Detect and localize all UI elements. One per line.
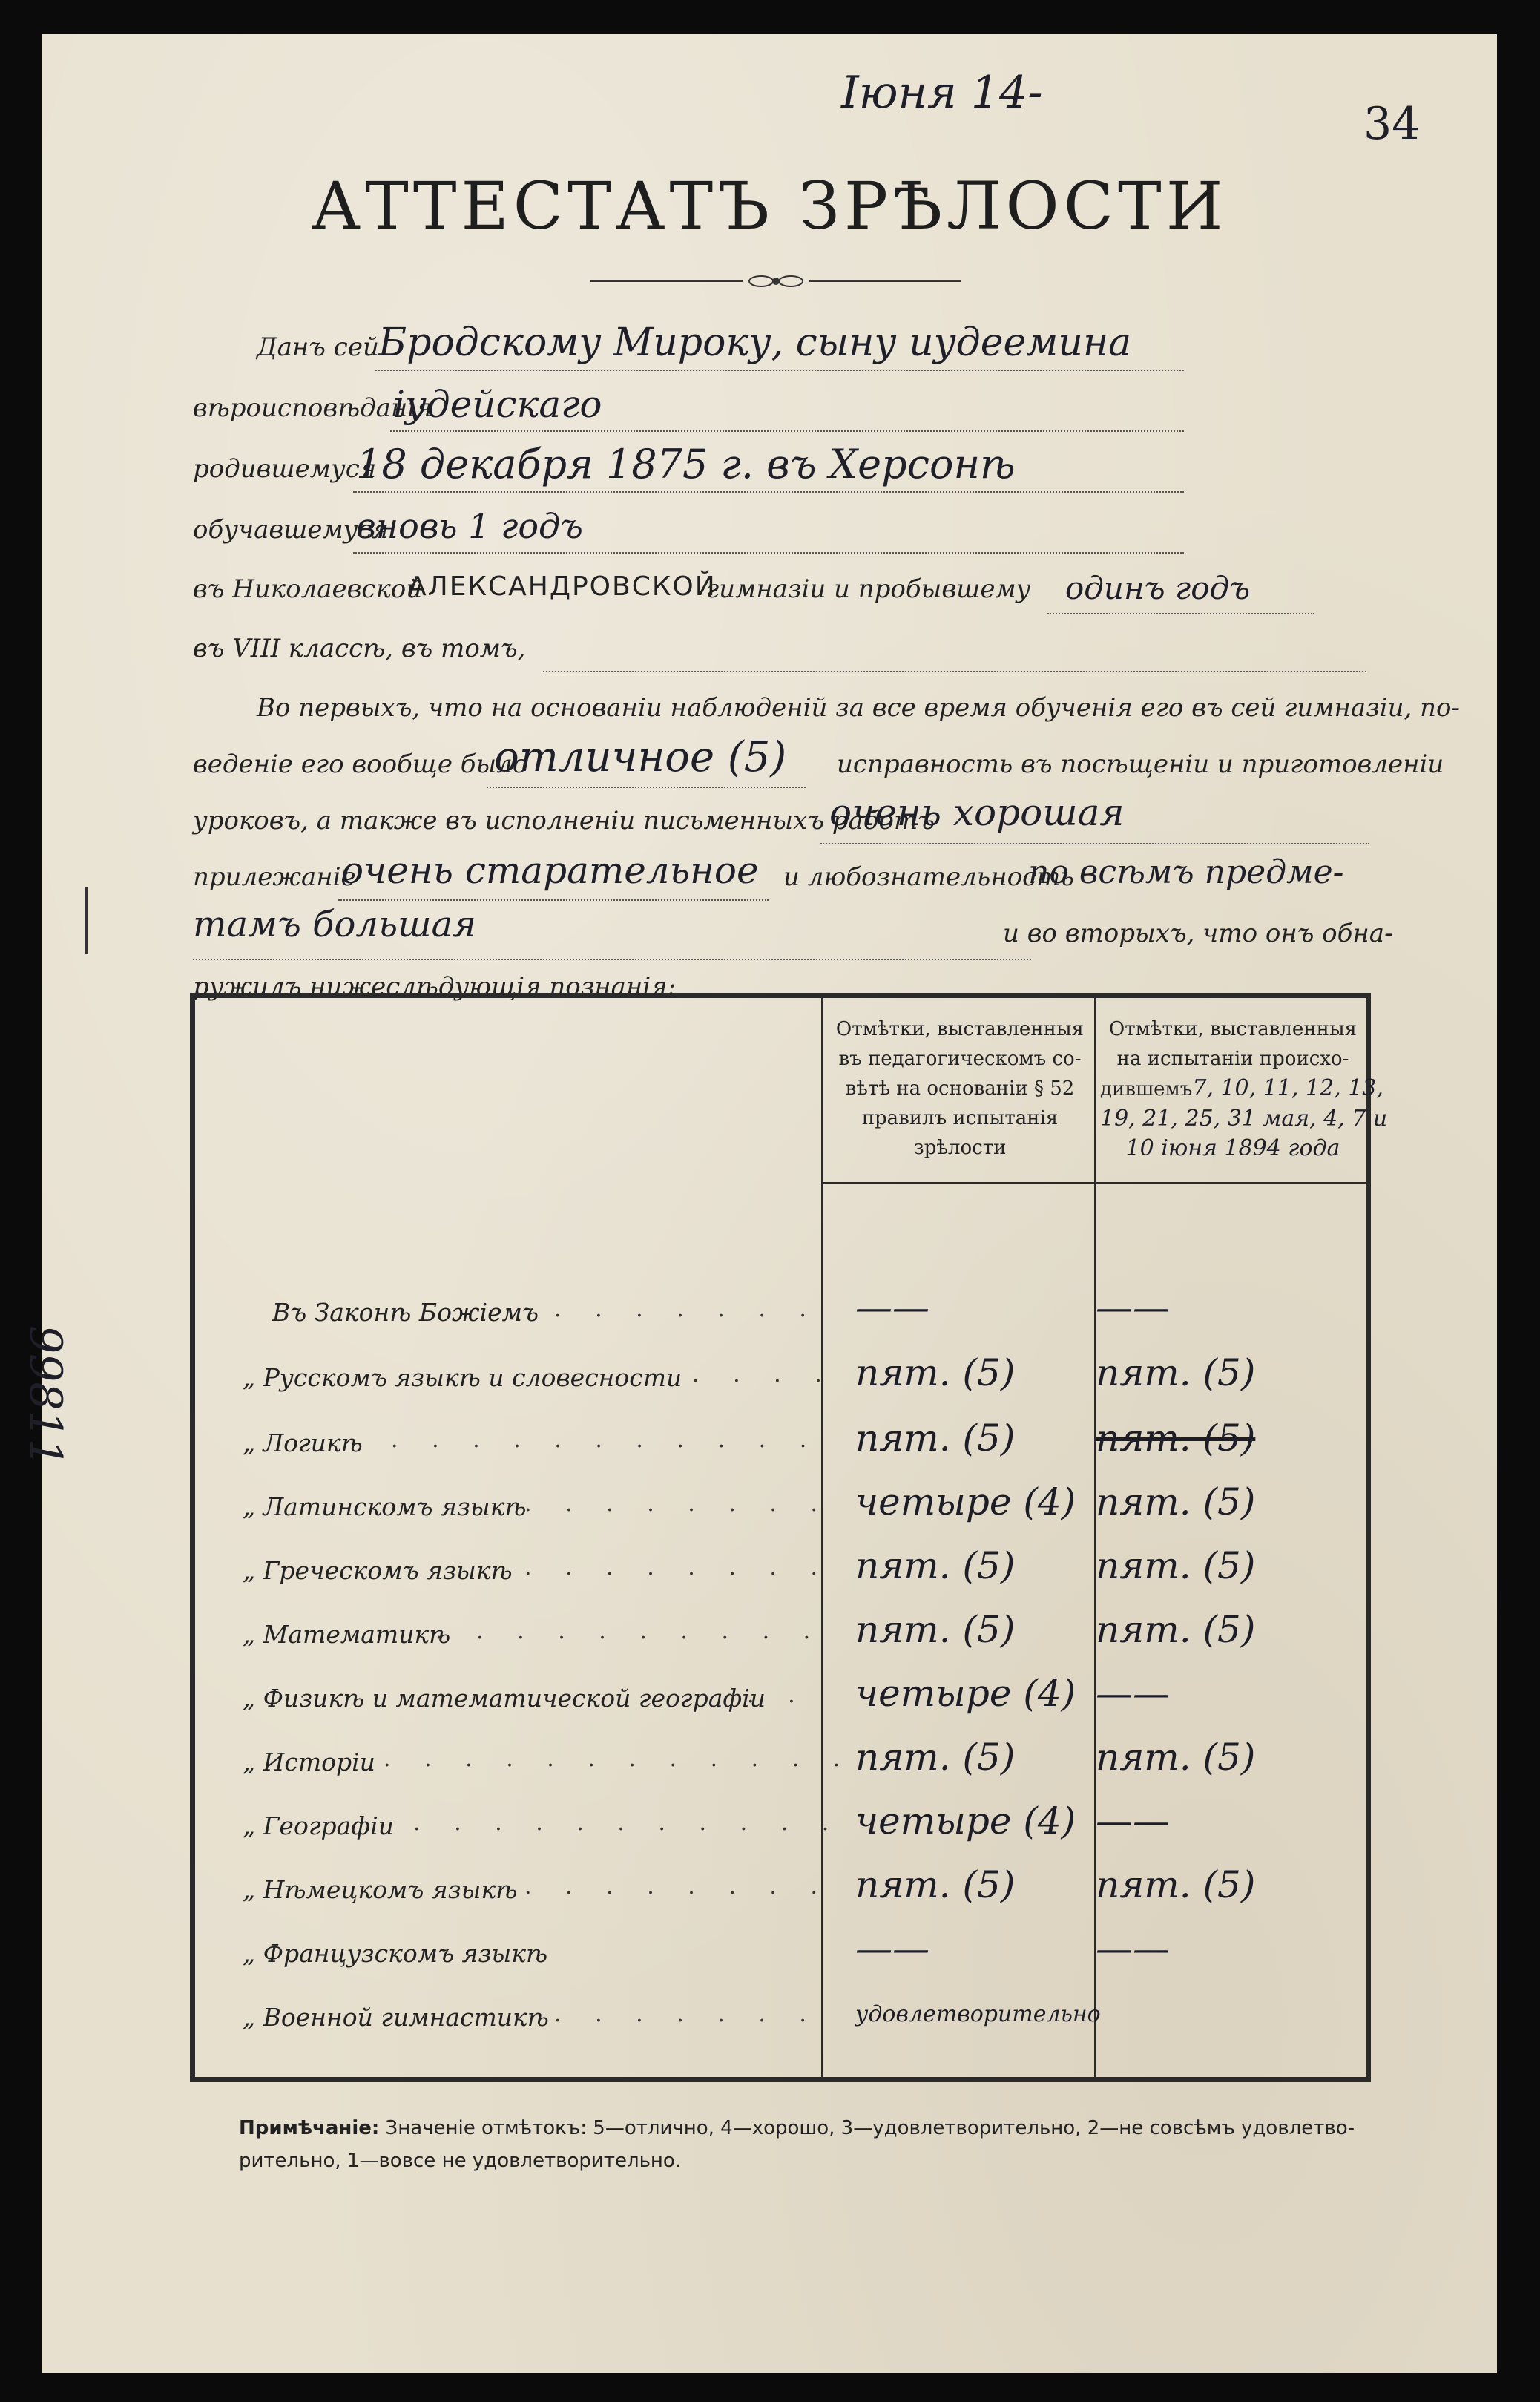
given-label: Данъ сей: [257, 332, 379, 362]
exam-grade: пят. (5): [1096, 1863, 1256, 1906]
grades-table: [190, 993, 1388, 2082]
council-grade: пят. (5): [855, 1736, 1016, 1779]
religion-value: іудейскаго: [393, 383, 602, 426]
gymnasium-label-a: въ Николаевской: [193, 574, 423, 604]
exam-grade: ——: [1096, 1286, 1170, 1329]
council-grade: пят. (5): [855, 1608, 1016, 1651]
exam-grade: ——: [1096, 1927, 1170, 1970]
subject-label: „ Физикѣ и математической географіи: [243, 1684, 766, 1713]
gymnasium-label-b: АЛЕКСАНДРОВСКОЙ: [408, 571, 717, 602]
exam-grade: пят. (5): [1096, 1351, 1256, 1394]
religion-label: вѣроисповѣданія: [193, 393, 432, 423]
table-row: „ Греческомъ языкѣ . . . . . . . . пят. (5) пят. (5): [243, 1544, 1256, 1587]
title-ornament-icon: [590, 270, 961, 292]
subject-label: „ Географіи: [243, 1811, 394, 1840]
exam-column-header: Отмѣтки, выставленныя на испытаніи происхо- дившемъ7, 10, 11, 12, 13, 19, 21, 25, 31 мая, 4, 7 и 10 іюня 1894 года: [1100, 1018, 1388, 1161]
studied-label: обучавшемуся: [193, 515, 389, 545]
gymnasium-label-c: гимназіи и пробывшему: [706, 574, 1031, 604]
subject-label: „ Математикѣ: [243, 1620, 451, 1649]
council-column-header: Отмѣтки, выставленныя въ педагогическомъ со- вѣтѣ на основаніи § 52 правилъ испытанія зрѣлости: [835, 1018, 1085, 1159]
exam-grade: ——: [1096, 1799, 1170, 1842]
born-label: родившемуся: [193, 454, 377, 484]
curiosity-value-continued: тамъ большая: [193, 904, 476, 945]
exam-grade: пят. (5): [1096, 1544, 1256, 1587]
exam-grade: пят. (5): [1096, 1736, 1256, 1779]
table-row: „ Нѣмецкомъ языкѣ . . . . . . . . пят. (5) пят. (5): [243, 1863, 1256, 1906]
second-text: и во вторыхъ, что онъ обна-: [1003, 919, 1393, 948]
council-grade: ——: [855, 1927, 929, 1970]
council-grade: четыре (4): [855, 1672, 1076, 1715]
subject-label: „ Русскомъ языкѣ и словесности: [243, 1363, 682, 1392]
table-row: „ Математикѣ . . . . . . . . . . пят. (5) пят. (5): [243, 1608, 1256, 1651]
curiosity-label: и любознательность: [783, 862, 1074, 892]
table-row: Въ Законѣ Божіемъ . . . . . . . —— ——: [272, 1286, 1170, 1329]
class-label: въ VIII классѣ, въ томъ,: [193, 634, 526, 663]
exam-grade: пят. (5): [1096, 1480, 1256, 1523]
footnote: [239, 2112, 1426, 2177]
council-grade: пят. (5): [855, 1417, 1016, 1460]
behavior-value: отличное (5): [494, 733, 787, 781]
subject-label: „ Исторіи: [243, 1748, 375, 1776]
gymnasium-value: одинъ годъ: [1065, 570, 1251, 606]
given-value: Бродскому Мироку, сыну иудеемина: [378, 321, 1132, 365]
margin-number: 99811: [19, 1325, 71, 1467]
effort-value: очень старательное: [341, 849, 759, 892]
effort-label: прилежаніе: [193, 862, 356, 892]
subject-label: „ Нѣмецкомъ языкѣ: [243, 1875, 518, 1904]
table-row: „ Физикѣ и математической географіи . . четыре (4) ——: [243, 1672, 1170, 1715]
exam-grade: пят. (5): [1096, 1417, 1256, 1460]
certificate-page: [19, 34, 1497, 2373]
para-first: Во первыхъ, что на основаніи наблюденій за все время обученія его въ сей гимназіи, по-: [257, 693, 1460, 723]
date-note: Іюня 14-: [841, 67, 1043, 119]
subject-label: „ Военной гимнастикѣ: [243, 2003, 549, 2032]
council-grade: пят. (5): [855, 1863, 1016, 1906]
council-grade: удовлетворительно: [855, 2001, 1101, 2027]
table-row: „ Логикѣ . . . . . . . . . . . пят. (5) пят. (5): [243, 1417, 1256, 1460]
footnote-text-continued: рительно, 1—вовсе не удовлетворительно.: [239, 2150, 682, 2172]
lessons-value: очень хорошая: [829, 791, 1125, 834]
studied-value: вновь 1 годъ: [356, 506, 583, 546]
subject-label: „ Логикѣ: [243, 1428, 363, 1457]
behavior-label: веденіе его вообще было: [193, 749, 528, 779]
page-title: АТТЕСТАТЪ ЗРѢЛОСТИ: [311, 168, 1228, 244]
subject-label: Въ Законѣ Божіемъ: [272, 1298, 539, 1327]
footnote-label: Примѣчаніе:: [239, 2117, 380, 2139]
table-row: „ Исторіи . . . . . . . . . . . . пят. (5) пят. (5): [243, 1736, 1256, 1779]
table-row: „ Русскомъ языкѣ и словесности . . . . пят. (5) пят. (5): [243, 1351, 1256, 1394]
lessons-label: уроковъ, а также въ исполненіи письменныхъ работъ: [193, 806, 935, 836]
footnote-text: Значеніе отмѣтокъ: 5—отлично, 4—хорошо, 3—удовлетворительно, 2—не совсѣмъ удовлетво-: [385, 2117, 1355, 2139]
table-row: [243, 1927, 1355, 1986]
council-grade: пят. (5): [855, 1351, 1016, 1394]
table-row: „ Латинскомъ языкѣ . . . . . . . . четыре (4) пят. (5): [243, 1480, 1256, 1523]
table-row: „ Военной гимнастикѣ . . . . . . . удовлетворительно: [243, 2001, 1101, 2032]
subject-label: „ Латинскомъ языкѣ: [243, 1492, 527, 1521]
archive-number: 34: [1363, 98, 1421, 150]
exam-grade: ——: [1096, 1672, 1170, 1715]
table-header-rule: [821, 1182, 1366, 1184]
diligence-text: исправность въ посѣщеніи и приготовленіи: [837, 749, 1444, 779]
council-grade: четыре (4): [855, 1480, 1076, 1523]
council-grade: пят. (5): [855, 1544, 1016, 1587]
table-row: „ Географіи . . . . . . . . . . . четыре (4) ——: [243, 1799, 1170, 1842]
council-grade: ——: [855, 1286, 929, 1329]
exam-grade: пят. (5): [1096, 1608, 1256, 1651]
found-text: ружилъ нижеслѣдующія познанія:: [193, 972, 677, 1002]
subject-label: „ Греческомъ языкѣ: [243, 1556, 513, 1585]
subject-label: „ Французскомъ языкѣ: [243, 1939, 548, 1968]
born-value: 18 декабря 1875 г. въ Херсонѣ: [356, 441, 1016, 488]
council-grade: четыре (4): [855, 1799, 1076, 1842]
margin-mark: [85, 887, 88, 954]
curiosity-value: по всѣмъ предме-: [1028, 853, 1344, 891]
